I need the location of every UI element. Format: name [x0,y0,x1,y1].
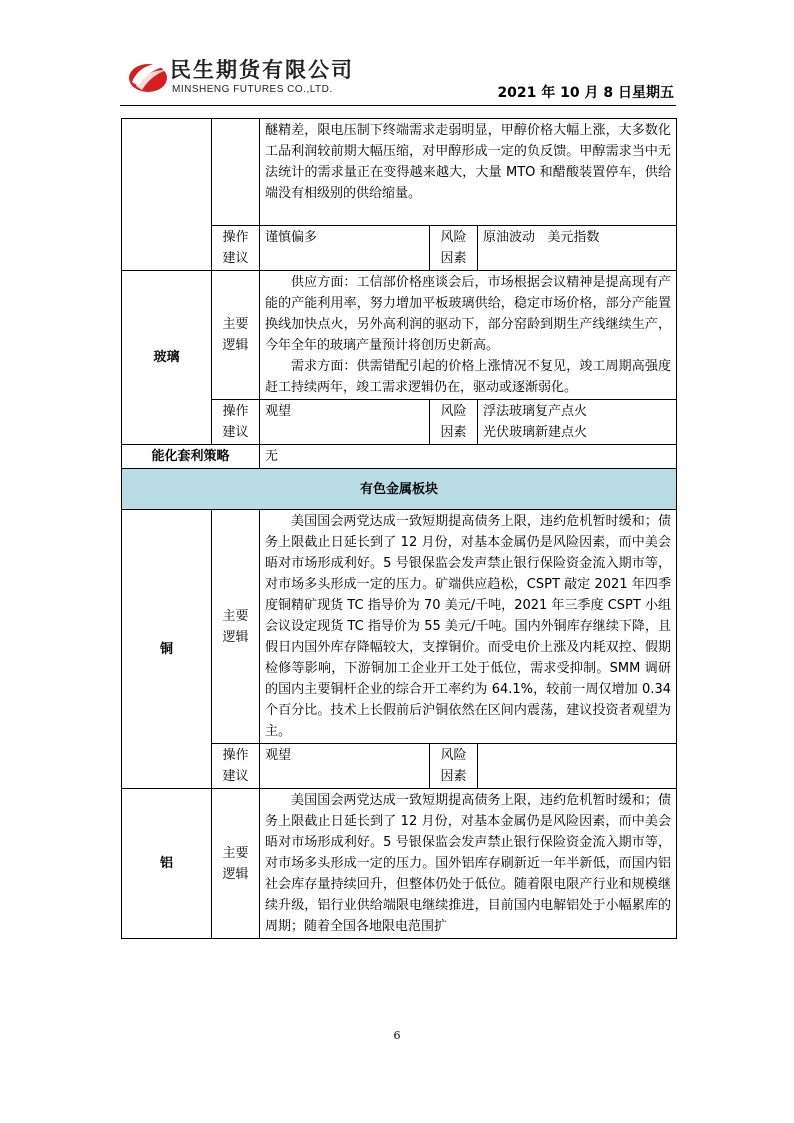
copper-risk-label: 风险因素 [430,744,478,789]
glass-op-value: 观望 [260,400,430,445]
page-number: 6 [393,1029,401,1042]
copper-logic-row [122,510,677,744]
copper-logic-label: 主要逻辑 [212,510,260,744]
brand-name-en: MINSHENG FUTURES CO.,LTD. [172,84,333,95]
glass-logic-row [122,271,677,400]
section-title: 有色金属板块 [122,469,677,510]
glass-category: 玻璃 [122,271,212,445]
methanol-risk-label: 风险因素 [430,226,478,271]
copper-risk-value [478,744,677,789]
energy-arbitrage-row [122,445,677,469]
glass-risk-line-2: 光伏玻璃新建点火 [483,425,588,440]
page-header [120,52,676,106]
glass-logic-text [260,271,677,400]
glass-risk-label: 风险因素 [430,400,478,445]
methanol-logic-row [122,119,677,226]
aluminum-logic-label: 主要逻辑 [212,789,260,939]
copper-logic-paragraph: 美国国会两党达成一致短期提高债务上限，违约危机暂时缓和；债务上限截止日延长到了 12 月份，对基本金属仍是风险因素，而中美会晤对市场形成利好。5 号银保监会发声禁止银行保险资金流入期市等，对市场多头形成一定的压力。矿端供应趋松，CSPT 敲定 2021 年四季度铜精矿现货 TC 指导价为 70 美元/千吨，2021 年三季度 CSPT 小组会议设定现货 TC 指导价为 55 美元/千吨。国内外铜库存继续下降，且假日内国外库存降幅较大，支撑铜价。而受电价上涨及内耗双控、假期检修等影响，下游铜加工企业开工处于低位，需求受抑制。SMM 调研的国内主要铜杆企业的综合开工率约为 64.1%，较前一周仅增加 0.34 个百分比。技术上长假前后沪铜依然在区间内震荡，建议投资者观望为主。 [265,514,671,739]
methanol-logic-text: 醚精差，限电压制下终端需求走弱明显，甲醇价格大幅上涨，大多数化工品利润较前期大幅压缩，对甲醇形成一定的负反馈。甲醇需求当中无法统计的需求量正在变得越来越大，大量 MTO 和醋酸装置停车，供给端没有相级别的供给缩量。 [260,119,677,226]
methanol-category-cell [122,119,212,271]
report-date: 2021 年 10 月 8 日星期五 [497,85,674,101]
aluminum-logic-row [122,789,677,939]
methanol-op-value: 谨慎偏多 [260,226,430,271]
methanol-logic-label-cell [212,119,260,226]
glass-supply-paragraph: 供应方面：工信部价格座谈会后，市场根据会议精神是提高现有产能的产能利用率，努力增加平板玻璃供给，稳定市场价格，部分产能置换线加快点火，另外高利润的驱动下，部分窑龄到期生产线继续生产，今年全年的玻璃产量预计将创历史新高。 [265,275,671,353]
glass-risk-cell [478,400,677,445]
methanol-risk-value: 原油波动 美元指数 [478,226,677,271]
section-header-row [122,469,677,510]
glass-op-label: 操作建议 [212,400,260,445]
glass-logic-label: 主要逻辑 [212,271,260,400]
header-divider [120,105,676,106]
brand-name-cn: 民生期货有限公司 [170,58,354,82]
aluminum-category: 铝 [122,789,212,939]
glass-risk-line-1: 浮法玻璃复产点火 [483,404,588,419]
strategy-table [121,118,677,939]
energy-arbitrage-label: 能化套利策略 [122,445,260,469]
aluminum-logic-text [260,789,677,939]
copper-logic-text [260,510,677,744]
glass-demand-paragraph: 需求方面：供需错配引起的价格上涨情况不复见，竣工周期高强度赶工持续两年，竣工需求逻辑仍在，驱动或逐渐弱化。 [265,359,671,395]
energy-arbitrage-value: 无 [260,445,677,469]
methanol-op-label: 操作建议 [212,226,260,271]
aluminum-logic-paragraph: 美国国会两党达成一致短期提高债务上限，违约危机暂时缓和；债务上限截止日延长到了 12 月份，对基本金属仍是风险因素，而中美会晤对市场形成利好。5 号银保监会发声禁止银行保险资金流入期市等，对市场多头形成一定的压力。国外铝库存刷新近一年半新低，而国内铝社会库存量持续回升，但整体仍处于低位。随着限电限产行业和规模继续升级，铝行业供给端限电继续推进，目前国内电解铝处于小幅累库的周期；随着全国各地限电范围扩 [265,793,671,934]
copper-category: 铜 [122,510,212,789]
minsheng-logo-icon [126,56,170,96]
copper-op-value: 观望 [260,744,430,789]
copper-op-label: 操作建议 [212,744,260,789]
